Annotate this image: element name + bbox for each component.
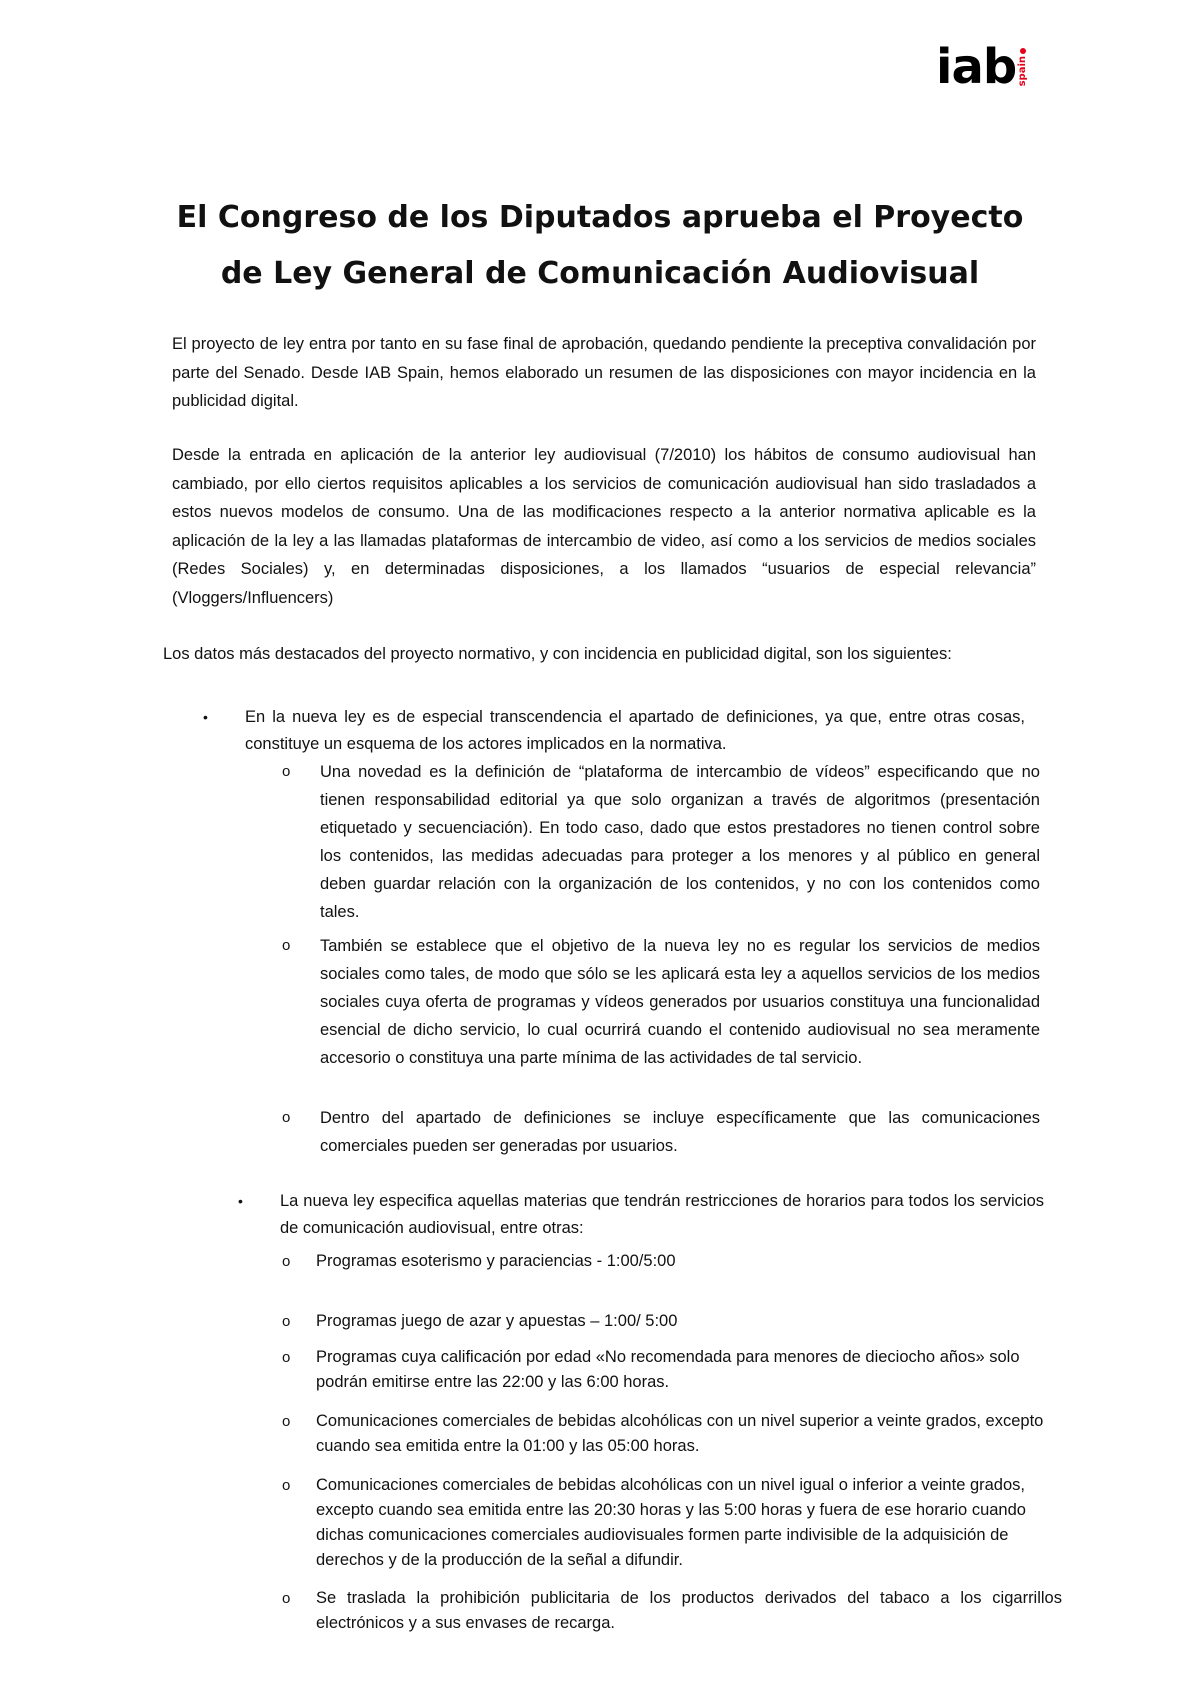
bullet-text: La nueva ley especifica aquellas materias que tendrán restricciones de horarios para todos los servicios de comunicación audiovisual, entre otras: <box>280 1192 1044 1237</box>
schedule-item-tobacco <box>282 1586 1062 1636</box>
sub-item-user-commercials <box>282 1104 1040 1160</box>
sub-bullet-mark: o <box>282 1349 291 1366</box>
sub-item-text: Dentro del apartado de definiciones se incluye específicamente que las comunicaciones comerciales pueden ser generadas por usuarios. <box>320 1109 1040 1155</box>
lead-sentence: Los datos más destacados del proyecto normativo, y con incidencia en publicidad digital, son los siguientes: <box>163 645 952 663</box>
schedule-item-text: Programas esoterismo y paraciencias - 1:00/5:00 <box>316 1252 676 1270</box>
sub-bullet-mark: o <box>282 763 291 780</box>
iab-spain-logo <box>936 39 1029 95</box>
bullet-item-definitions <box>203 704 1025 757</box>
schedule-item-age-rating <box>282 1345 1056 1395</box>
logo-side <box>1018 48 1028 86</box>
schedule-item-gambling <box>282 1309 678 1334</box>
logo-spain-text: spain <box>1017 56 1029 87</box>
sub-bullet-mark: o <box>282 1253 291 1270</box>
sub-item-video-platform <box>282 758 1040 926</box>
sub-bullet-mark: o <box>282 937 291 954</box>
schedule-item-text: Programas juego de azar y apuestas – 1:00/ 5:00 <box>316 1312 678 1330</box>
document-title <box>150 190 1050 302</box>
schedule-item-esoterism <box>282 1249 676 1274</box>
title-line-2: de Ley General de Comunicación Audiovisual <box>220 256 980 291</box>
sub-item-text: También se establece que el objetivo de la nueva ley no es regular los servicios de medios sociales como tales, de modo que sólo se les aplicará esta ley a aquellos servicios de los medios sociales cuya oferta de programas y vídeos generados por usuarios constituya una funcionalidad esencial de dicho servicio, lo cual ocurrirá cuando el contenido audiovisual no sea meramente accesorio o constituya una parte mínima de las actividades de tal servicio. <box>320 937 1040 1067</box>
intro-paragraph: El proyecto de ley entra por tanto en su fase final de aprobación, quedando pendiente la preceptiva convalidación por parte del Senado. Desde IAB Spain, hemos elaborado un resumen de las disposiciones con mayor incidencia en la publicidad digital. <box>172 335 1036 410</box>
bullet-item-schedules <box>238 1188 1044 1241</box>
schedule-item-alcohol-low <box>282 1473 1056 1573</box>
schedule-item-text: Comunicaciones comerciales de bebidas alcohólicas con un nivel igual o inferior a veinte grados, excepto cuando sea emitida entre las 20:30 horas y las 5:00 horas y fuera de ese horario cuando dichas comunicaciones comerciales audiovisuales formen parte indivisible de la adquisición de derechos y de la producción de la señal a difundir. <box>316 1476 1026 1569</box>
schedule-item-text: Se traslada la prohibición publicitaria de los productos derivados del tabaco a los cigarrillos electrónicos y a sus envases de recarga. <box>316 1589 1062 1632</box>
sub-bullet-mark: o <box>282 1477 291 1494</box>
bullet-mark: • <box>238 1193 243 1209</box>
sub-item-social-media <box>282 932 1040 1072</box>
context-paragraph: Desde la entrada en aplicación de la anterior ley audiovisual (7/2010) los hábitos de consumo audiovisual han cambiado, por ello ciertos requisitos aplicables a los servicios de comunicación audiovisual han sido trasladados a estos nuevos modelos de consumo. Una de las modificaciones respecto a la anterior normativa aplicable es la aplicación de la ley a las llamadas plataformas de intercambio de video, así como a los servicios de medios sociales (Redes Sociales) y, en determinadas disposiciones, a los llamados “usuarios de especial relevancia” (Vloggers/Influencers) <box>172 446 1036 607</box>
bullet-mark: • <box>203 709 208 725</box>
sub-item-text: Una novedad es la definición de “plataforma de intercambio de vídeos” especificando que no tienen responsabilidad editorial ya que solo organizan a través de algoritmos (presentación etiquetado y secuenciación). En todo caso, dado que estos prestadores no tienen control sobre los contenidos, las medidas adecuadas para proteger a los menores y al público en general deben guardar relación con la organización de los contenidos, y no con los contenidos como tales. <box>320 763 1040 921</box>
title-line-1: El Congreso de los Diputados aprueba el Proyecto <box>176 200 1024 235</box>
schedule-item-alcohol-high <box>282 1409 1066 1459</box>
sub-bullet-mark: o <box>282 1109 291 1126</box>
logo-dot <box>1020 48 1026 54</box>
sub-bullet-mark: o <box>282 1590 291 1607</box>
schedule-item-text: Programas cuya calificación por edad «No recomendada para menores de dieciocho años» solo podrán emitirse entre las 22:00 y las 6:00 horas. <box>316 1348 1020 1391</box>
logo-wordmark: iab <box>936 39 1017 95</box>
schedule-item-text: Comunicaciones comerciales de bebidas alcohólicas con un nivel superior a veinte grados, excepto cuando sea emitida entre la 01:00 y las 05:00 horas. <box>316 1412 1044 1455</box>
sub-bullet-mark: o <box>282 1413 291 1430</box>
sub-bullet-mark: o <box>282 1313 291 1330</box>
bullet-text: En la nueva ley es de especial transcendencia el apartado de definiciones, ya que, entre otras cosas, constituye un esquema de los actores implicados en la normativa. <box>245 708 1025 753</box>
